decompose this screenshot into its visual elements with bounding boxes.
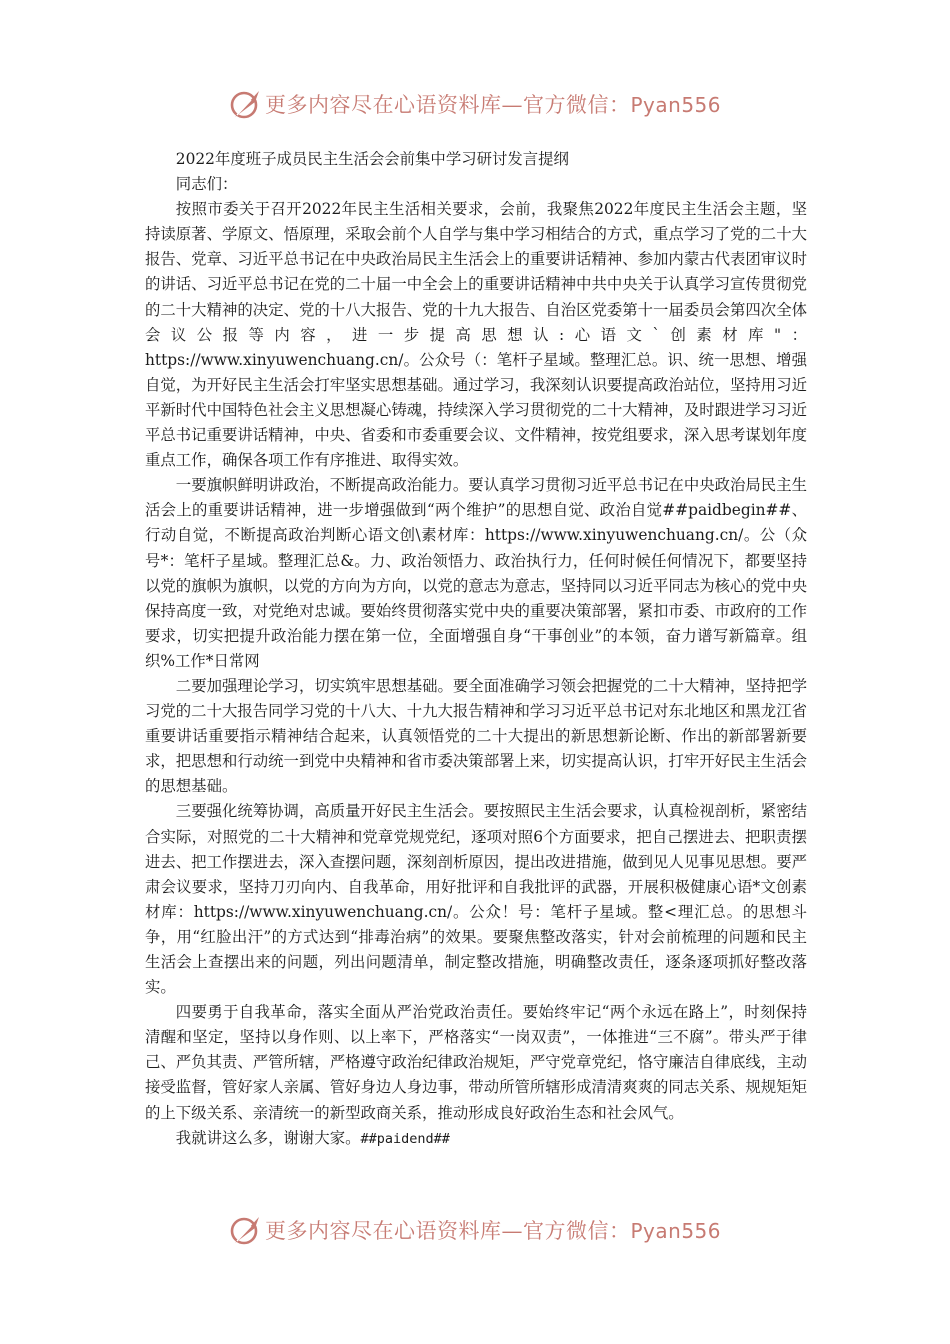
header-banner bbox=[0, 84, 950, 124]
paragraph-point-2: 二要加强理论学习，切实筑牢思想基础。要全面准确学习领会把握党的二十大精神，坚持把学习党的二十大报告同学习党的十八大、十九大报告精神和学习习近平总书记对东北地区和黑龙江省重要讲话重要指示精神结合起来，认真领悟党的二十大提出的新思想新论断、作出的新部署新要求，把思想和行动统一到党中央精神和省市委决策部署上来，切实提高认识，打牢开好民主生活会的思想基础。 bbox=[145, 676, 807, 796]
footer-banner bbox=[0, 1210, 950, 1250]
banner-text: 更多内容尽在心语资料库—官方微信：Pyan556 bbox=[264, 1219, 721, 1243]
paragraph-intro: 按照市委关于召开2022年民主生活相关要求，会前，我聚焦2022年度民主生活会主题，坚持读原著、学原文、悟原理，采取会前个人自学与集中学习相结合的方式，重点学习了党的二十大报告、党章、习近平总书记在中央政治局民主生活会上的重要讲话精神、参加内蒙古代表团审议时的讲话、习近平总书记在党的二十届一中全会上的重要讲话精神中共中央关于认真学习宣传贯彻党的二十大精神的决定、党的十八大报告、党的十九大报告、自治区党委第十一届委员会第四次全体会议公报等内容，进一步提高思想认:心语文`创素材库"：https://www.xinyuwenchuang.cn/。公众号（：笔杆子星域。整理汇总。识、统一思想、增强自觉，为开好民主生活会打牢坚实思想基础。通过学习，我深刻认识要提高政治站位，坚持用习近平新时代中国特色社会主义思想凝心铸魂，持续深入学习贯彻党的二十大精神，及时跟进学习习近平总书记重要讲话精神，中央、省委和市委重要会议、文件精神，按党组要求，深入思考谋划年度重点工作，确保各项工作有序推进、取得实效。 bbox=[145, 200, 807, 470]
closing-paragraph bbox=[145, 1126, 807, 1152]
document-body bbox=[145, 147, 807, 1152]
banner-text: 更多内容尽在心语资料库—官方微信：Pyan556 bbox=[264, 93, 721, 117]
document-title: 2022年度班子成员民主生活会会前集中学习研讨发言提纲 bbox=[175, 150, 569, 168]
quill-logo-icon bbox=[229, 1213, 263, 1247]
quill-logo-icon bbox=[229, 87, 263, 121]
paid-end-marker: ##paidend## bbox=[360, 1130, 450, 1147]
paragraph-point-1: 一要旗帜鲜明讲政治，不断提高政治能力。要认真学习贯彻习近平总书记在中央政治局民主生活会上的重要讲话精神，进一步增强做到“两个维护”的思想自觉、政治自觉##paidbegin##、行动自觉，不断提高政治判断心语文创\素材库：https://www.xinyuwenchuang.cn/。公（众号*：笔杆子星域。整理汇总&。力、政治领悟力、政治执行力，任何时候任何情况下，都要坚持以党的旗帜为旗帜，以党的方向为方向，以党的意志为意志，坚持同以习近平同志为核心的党中央保持高度一致，对党绝对忠诚。要始终贯彻落实党中央的重要决策部署，紧扣市委、市政府的工作要求，切实把提升政治能力摆在第一位，全面增强自身“干事创业”的本领，奋力谱写新篇章。组织%工作*日常网 bbox=[145, 476, 807, 670]
greeting: 同志们： bbox=[175, 175, 238, 194]
closing-text: 我就讲这么多，谢谢大家。 bbox=[175, 1128, 361, 1147]
paragraph-point-3: 三要强化统筹协调，高质量开好民主生活会。要按照民主生活会要求，认真检视剖析，紧密结合实际，对照党的二十大精神和党章党规党纪，逐项对照6个方面要求，把自己摆进去、把职责摆进去、把工作摆进去，深入查摆问题，深刻剖析原因，提出改进措施，做到见人见事见思想。要严肃会议要求，坚持刀刃向内、自我革命，用好批评和自我批评的武器，开展积极健康心语*文创素材库：https://www.xinyuwenchuang.cn/。公众！号：笔杆子星域。整<理汇总。的思想斗争，用“红脸出汗”的方式达到“排毒治病”的效果。要聚焦整改落实，针对会前梳理的问题和民主生活会上查摆出来的问题，列出问题清单，制定整改措施，明确整改责任，逐条逐项抓好整改落实。 bbox=[145, 802, 807, 997]
paragraph-point-4: 四要勇于自我革命，落实全面从严治党政治责任。要始终牢记“两个永远在路上”，时刻保持清醒和坚定，坚持以身作则、以上率下，严格落实“一岗双责”，一体推进“三不腐”。带头严于律己、严负其责、严管所辖，严格遵守政治纪律政治规矩，严守党章党纪，恪守廉洁自律底线，主动接受监督，管好家人亲属、管好身边人身边事，带动所管所辖形成清清爽爽的同志关系、规规矩矩的上下级关系、亲清统一的新型政商关系，推动形成良好政治生态和社会风气。 bbox=[145, 1003, 807, 1122]
